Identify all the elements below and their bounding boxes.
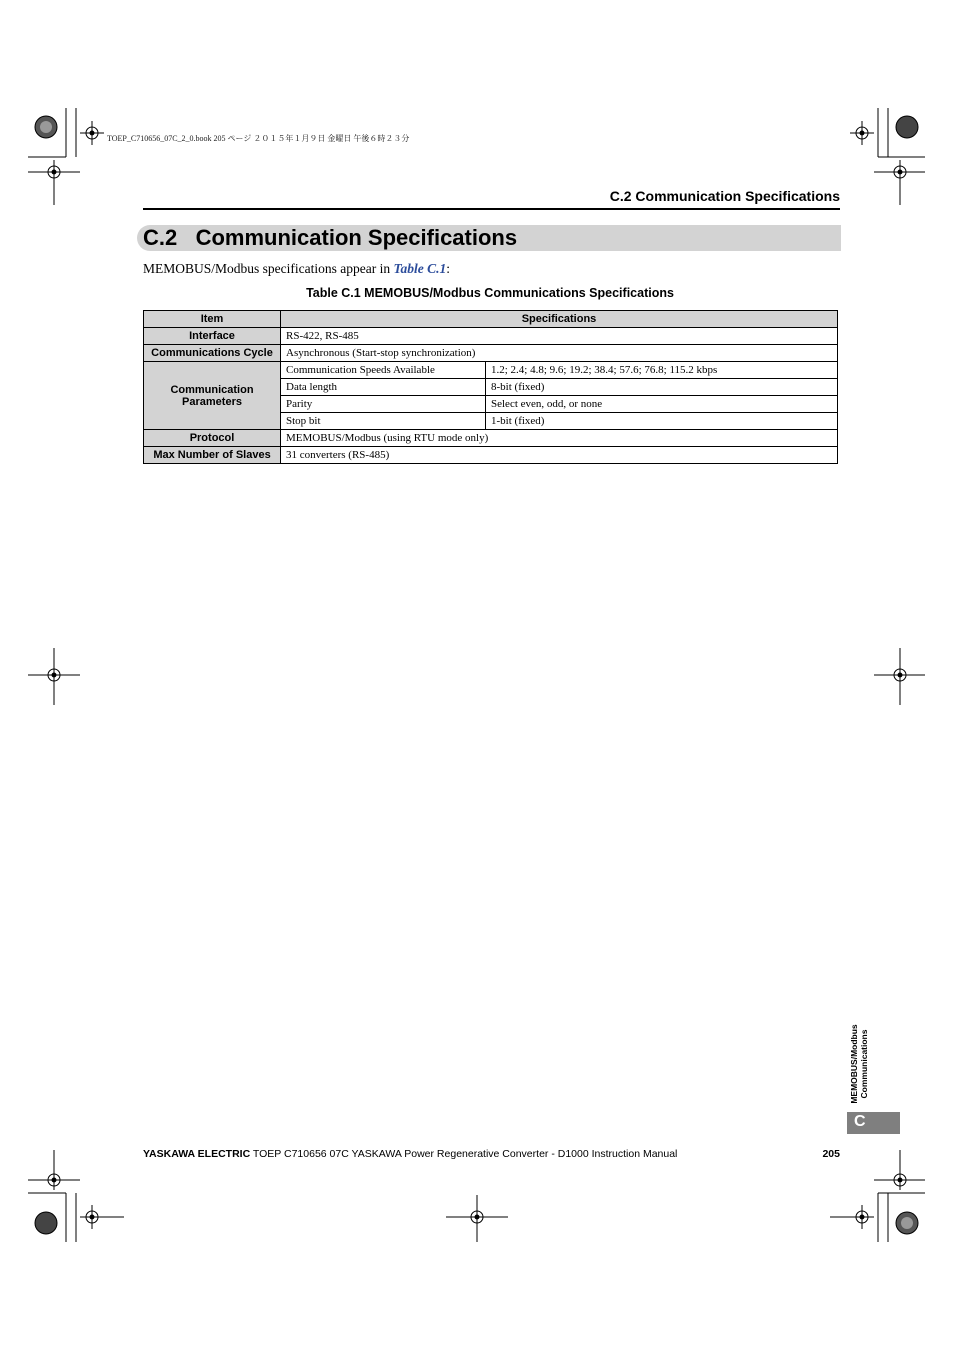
intro-suffix: : bbox=[446, 261, 450, 276]
header-item: Item bbox=[144, 311, 281, 328]
intro-paragraph bbox=[143, 261, 450, 277]
spec-table bbox=[143, 310, 838, 464]
row-label: Interface bbox=[144, 328, 281, 345]
param-value: 1-bit (fixed) bbox=[486, 413, 838, 430]
table-link[interactable]: Table C.1 bbox=[393, 261, 447, 276]
table-row bbox=[144, 362, 838, 379]
intro-text: MEMOBUS/Modbus specifications appear in bbox=[143, 261, 394, 276]
table-caption: Table C.1 MEMOBUS/Modbus Communications Specifications bbox=[306, 286, 674, 300]
row-label: Max Number of Slaves bbox=[144, 447, 281, 464]
page-footer bbox=[143, 1148, 677, 1160]
side-label-line2: Communications bbox=[859, 1029, 869, 1099]
param-value: 1.2; 2.4; 4.8; 9.6; 19.2; 38.4; 57.6; 76.8; 115.2 kbps bbox=[486, 362, 838, 379]
table-row bbox=[144, 447, 838, 464]
running-head: C.2 Communication Specifications bbox=[609, 188, 840, 204]
header-rule bbox=[143, 208, 840, 210]
chapter-side-label bbox=[846, 1018, 872, 1110]
row-label: Communications Cycle bbox=[144, 345, 281, 362]
row-label: Protocol bbox=[144, 430, 281, 447]
chapter-tab[interactable] bbox=[847, 1112, 900, 1134]
table-row bbox=[144, 345, 838, 362]
chapter-tab-letter: C bbox=[854, 1113, 866, 1130]
row-value: Asynchronous (Start-stop synchronization) bbox=[281, 345, 838, 362]
chapter-side-label-text bbox=[849, 1024, 869, 1103]
section-number: C.2 bbox=[143, 225, 178, 250]
param-name: Data length bbox=[281, 379, 486, 396]
page-number: 205 bbox=[822, 1148, 840, 1160]
row-value: RS-422, RS-485 bbox=[281, 328, 838, 345]
param-name: Parity bbox=[281, 396, 486, 413]
section-title-text: Communication Specifications bbox=[195, 225, 518, 250]
footer-text: TOEP C710656 07C YASKAWA Power Regenerative Converter - D1000 Instruction Manual bbox=[250, 1148, 678, 1160]
table-row bbox=[144, 430, 838, 447]
row-label: Communication Parameters bbox=[144, 362, 281, 430]
param-name: Stop bit bbox=[281, 413, 486, 430]
row-value: 31 converters (RS-485) bbox=[281, 447, 838, 464]
side-label-line1: MEMOBUS/Modbus bbox=[849, 1024, 859, 1104]
printer-slug: TOEP_C710656_07C_2_0.book 205 ページ ２０１５年１月９日 金曜日 午後６時２３分 bbox=[107, 134, 410, 143]
header-specifications: Specifications bbox=[281, 311, 838, 328]
table-row bbox=[144, 328, 838, 345]
section-title bbox=[143, 225, 517, 251]
footer-brand: YASKAWA ELECTRIC bbox=[143, 1148, 251, 1160]
param-value: 8-bit (fixed) bbox=[486, 379, 838, 396]
param-value: Select even, odd, or none bbox=[486, 396, 838, 413]
table-header-row bbox=[144, 311, 838, 328]
param-name: Communication Speeds Available bbox=[281, 362, 486, 379]
row-value: MEMOBUS/Modbus (using RTU mode only) bbox=[281, 430, 838, 447]
